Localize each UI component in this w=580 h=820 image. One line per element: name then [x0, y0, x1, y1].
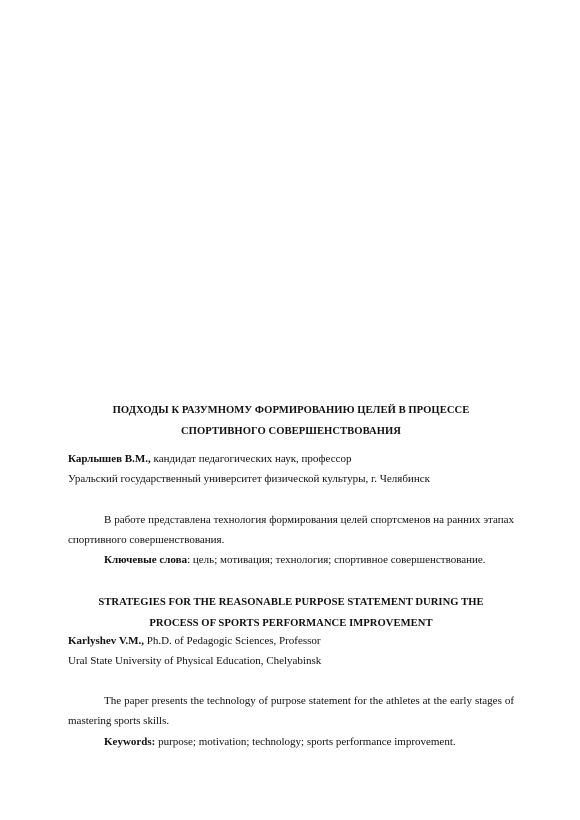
en-author-line [68, 631, 514, 651]
ru-author-line [68, 449, 514, 469]
ru-author-name: Карлышев В.М., [68, 453, 151, 465]
ru-abstract: В работе представлена технология формирования целей спортсменов на ранних этапах спортивного совершенствования. [68, 514, 514, 546]
ru-keywords-label: Ключевые слова [104, 554, 188, 566]
en-author-name: Karlyshev V.M., [68, 635, 144, 647]
en-author-details: Ph.D. of Pedagogic Sciences, Professor [144, 635, 321, 647]
ru-author-details: кандидат педагогических наук, профессор [150, 453, 352, 465]
ru-title [68, 400, 514, 442]
ru-title-line-1: ПОДХОДЫ К РАЗУМНОМУ ФОРМИРОВАНИЮ ЦЕЛЕЙ В ПРОЦЕССЕ [112, 405, 470, 416]
ru-title-line-2: СПОРТИВНОГО СОВЕРШЕНСТВОВАНИЯ [180, 426, 402, 437]
ru-keywords [68, 550, 514, 570]
en-abstract: The paper presents the technology of purpose statement for the athletes at the early stages of mastering sports skills. [68, 695, 514, 727]
en-affiliation: Ural State University of Physical Education, Chelyabinsk [68, 655, 322, 667]
en-keywords-text: purpose; motivation; technology; sports performance improvement. [155, 736, 456, 748]
ru-affiliation: Уральский государственный университет физической культуры, г. Челябинск [68, 473, 430, 485]
en-keywords-label: Keywords: [104, 736, 156, 748]
en-title [68, 592, 514, 634]
en-keywords [68, 732, 514, 752]
ru-keywords-text: : цель; мотивация; технология; спортивное совершенствование. [187, 554, 486, 566]
en-title-line-2: PROCESS OF SPORTS PERFORMANCE IMPROVEMENT [149, 618, 433, 629]
en-title-line-1: STRATEGIES FOR THE REASONABLE PURPOSE STATEMENT DURING THE [98, 597, 484, 608]
